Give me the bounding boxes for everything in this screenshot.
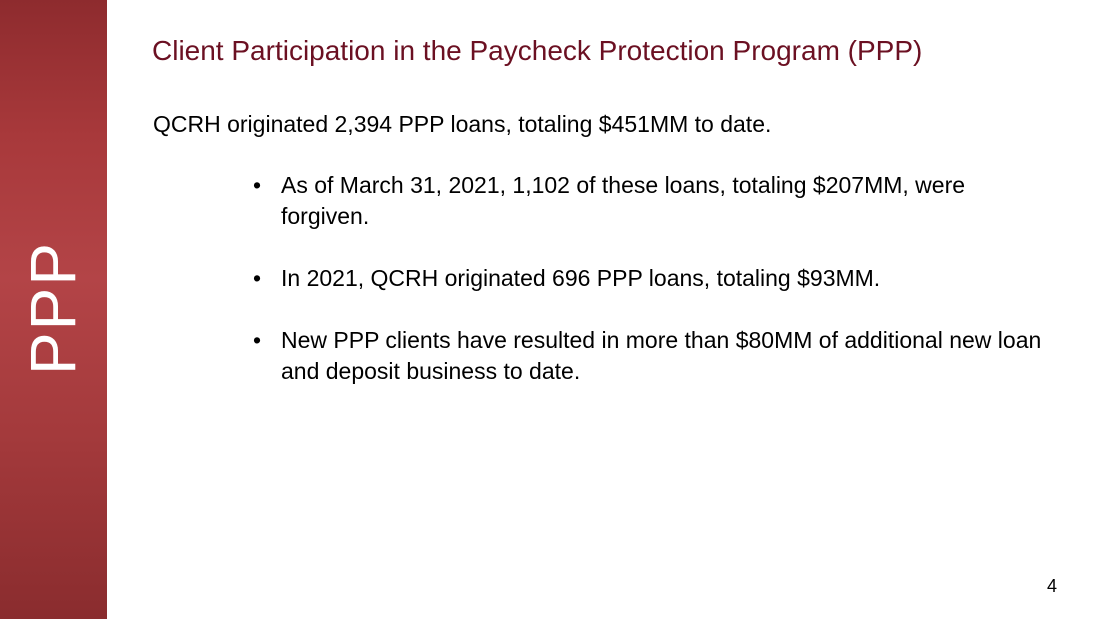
section-label: PPP — [17, 240, 89, 376]
slide-title: Client Participation in the Paycheck Protection Program (PPP) — [152, 35, 923, 66]
bullet-marker: • — [253, 172, 262, 198]
bullet-text: In 2021, QCRH originated 696 PPP loans, totaling $93MM. — [281, 265, 881, 291]
bullet-item — [250, 263, 1050, 294]
bullet-text: New PPP clients have resulted in more than $80MM of additional new loan and deposit business to date. — [281, 327, 1042, 384]
page-number: 4 — [1047, 576, 1058, 596]
bullet-item — [250, 325, 1050, 387]
bullet-list — [250, 170, 1050, 418]
bullet-item — [250, 170, 1050, 232]
bullet-marker: • — [253, 265, 262, 291]
bullet-marker: • — [253, 327, 262, 353]
lead-statement: QCRH originated 2,394 PPP loans, totaling $451MM to date. — [153, 111, 772, 137]
bullet-text: As of March 31, 2021, 1,102 of these loans, totaling $207MM, were forgiven. — [281, 172, 966, 229]
section-sidebar — [0, 0, 107, 619]
